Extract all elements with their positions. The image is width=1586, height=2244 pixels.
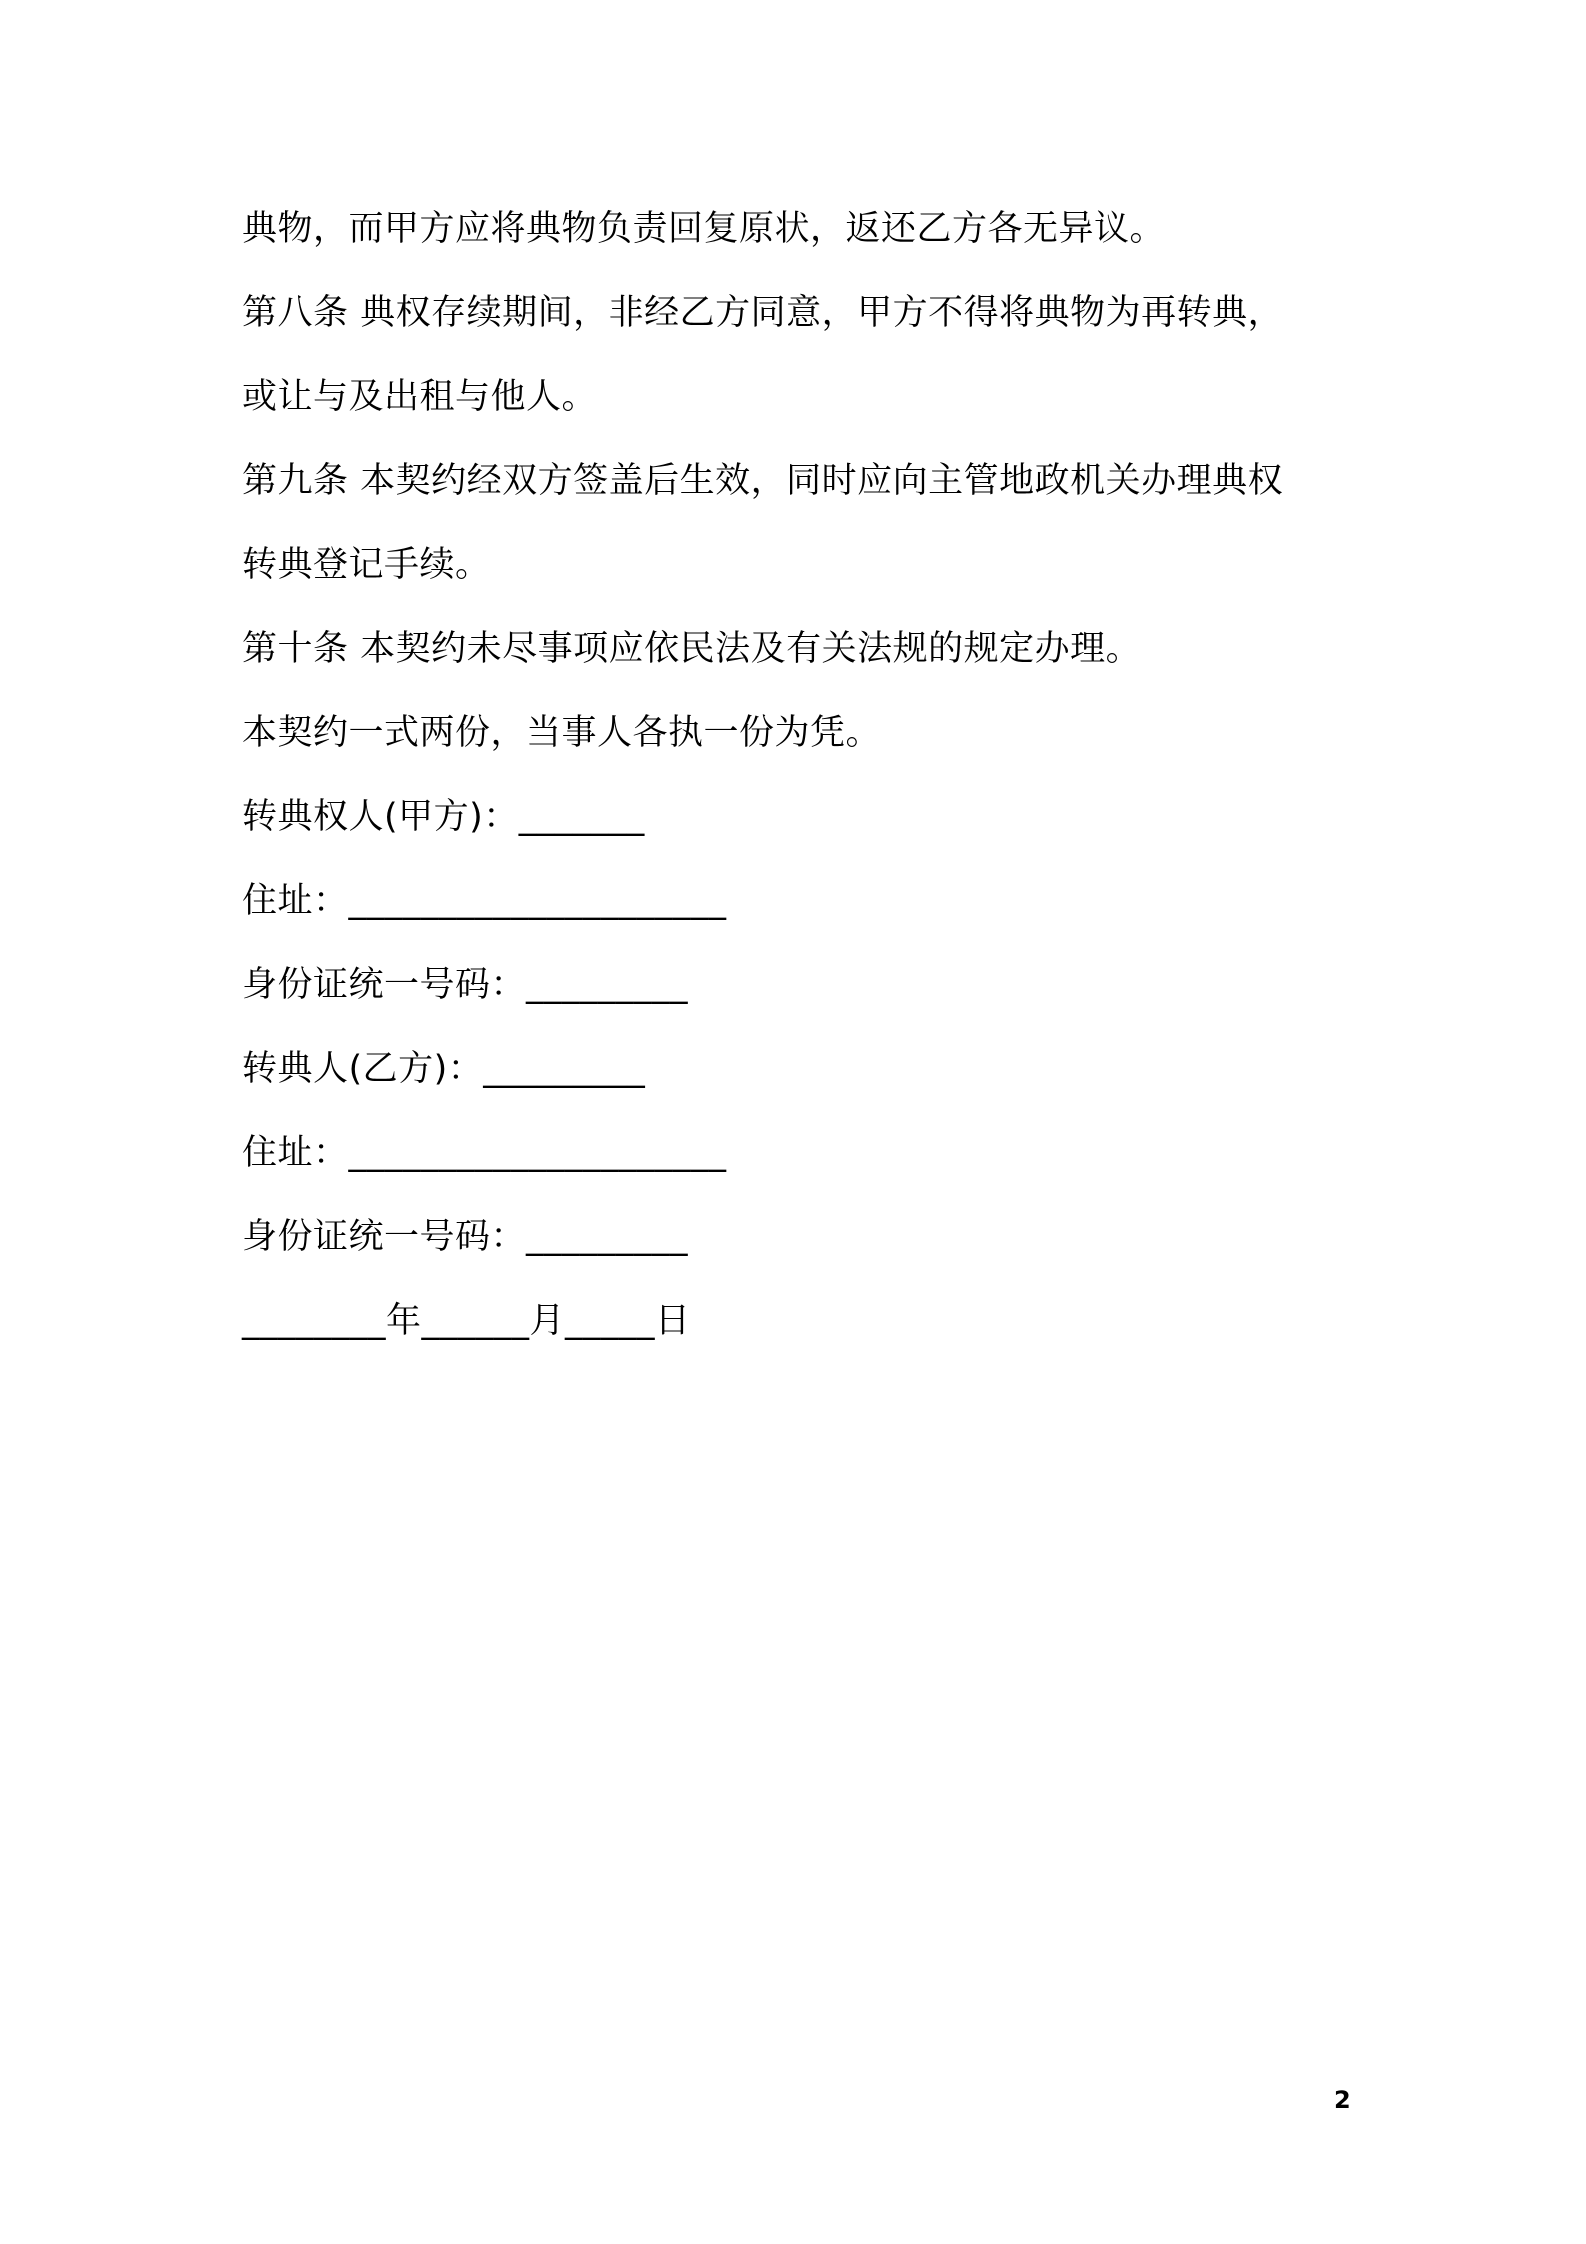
date-field: ________年______月_____日	[242, 1301, 691, 1341]
clause-8-line-2: 或让与及出租与他人。	[242, 377, 598, 417]
clause-8-line-1: 第八条 典权存续期间，非经乙方同意，甲方不得将典物为再转典，	[242, 293, 1284, 333]
party-b-name-field: 转典人(乙方)：_________	[242, 1049, 646, 1089]
clause-7-continuation: 典物，而甲方应将典物负责回复原状，返还乙方各无异议。	[242, 209, 1166, 249]
copies-statement: 本契约一式两份，当事人各执一份为凭。	[242, 713, 882, 753]
party-b-id-field: 身份证统一号码：_________	[242, 1217, 689, 1257]
clause-9-line-1: 第九条 本契约经双方签盖后生效，同时应向主管地政机关办理典权	[242, 461, 1284, 501]
party-a-address-field: 住址：_____________________	[242, 881, 727, 921]
party-a-name-field: 转典权人(甲方)：_______	[242, 797, 645, 837]
party-a-id-field: 身份证统一号码：_________	[242, 965, 689, 1005]
clause-9-line-2: 转典登记手续。	[242, 545, 491, 585]
party-b-address-field: 住址：_____________________	[242, 1133, 727, 1173]
clause-10: 第十条 本契约未尽事项应依民法及有关法规的规定办理。	[242, 629, 1142, 669]
page-number: 2	[1334, 2086, 1351, 2114]
